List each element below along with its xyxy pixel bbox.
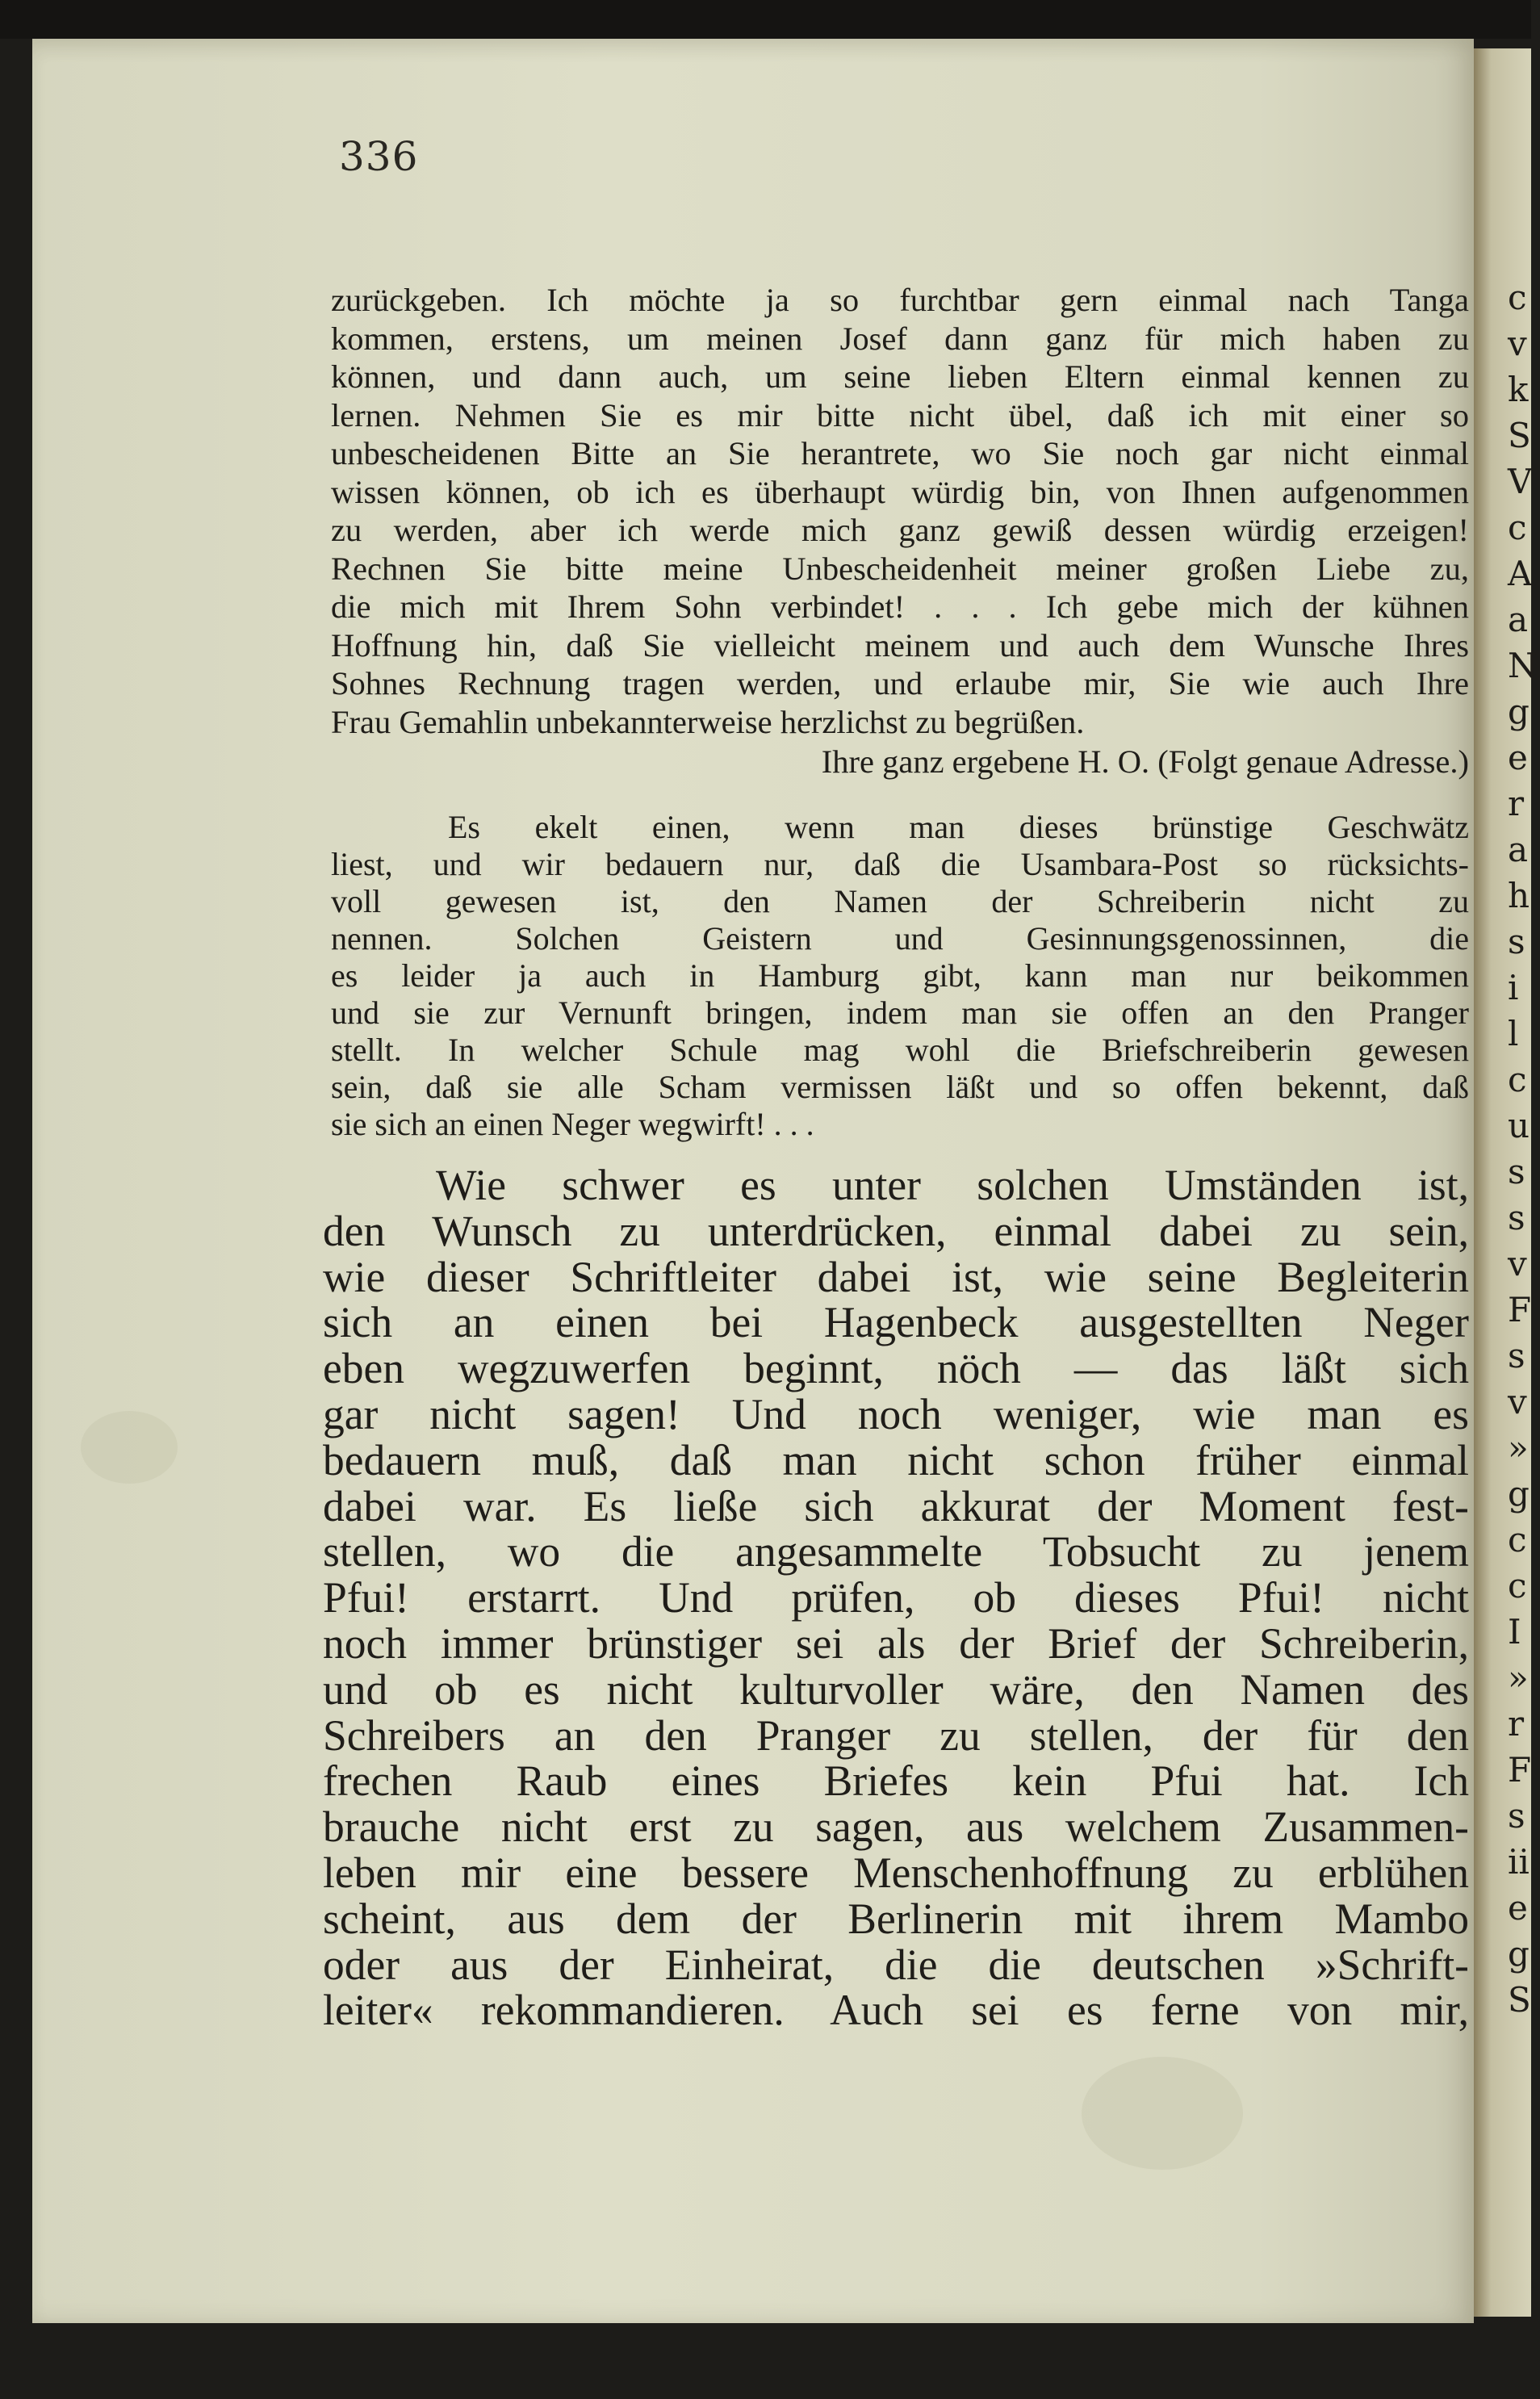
facing-page-letter: I	[1508, 1612, 1521, 1652]
main-text-line: leiter« rekommandieren. Auch sei es ferne von mir,	[323, 1986, 1469, 2035]
facing-page-letter: c	[1508, 1566, 1527, 1606]
facing-page-letter: c	[1508, 1060, 1527, 1099]
facing-page-letter: s	[1508, 1152, 1525, 1191]
facing-page-letter: c	[1508, 278, 1527, 317]
commentary-line: nennen. Solchen Geistern und Gesinnungsgenossinnen, die	[331, 920, 1469, 957]
facing-page-letter: s	[1508, 1336, 1525, 1375]
quote-line: Rechnen Sie bitte meine Unbescheidenheit meiner großen Liebe zu,	[331, 550, 1469, 587]
main-text-line: brauche nicht erst zu sagen, aus welchem Zusammen-	[323, 1802, 1469, 1852]
quote-line: die mich mit Ihrem Sohn verbindet! . . . Ich gebe mich der kühnen	[331, 588, 1469, 625]
commentary-line: es leider ja auch in Hamburg gibt, kann man nur beikommen	[331, 957, 1469, 994]
commentary-line: voll gewesen ist, den Namen der Schreiberin nicht zu	[331, 883, 1469, 919]
facing-page-letter: a	[1508, 830, 1529, 869]
facing-page-letter: g	[1508, 1934, 1530, 1974]
facing-page-letter: F	[1508, 1750, 1532, 1790]
facing-page-letter: l	[1508, 1014, 1519, 1053]
facing-page-letter: V	[1508, 462, 1533, 501]
commentary-line: liest, und wir bedauern nur, daß die Usambara-Post so rücksichts-	[331, 846, 1469, 882]
facing-page-letter: e	[1508, 738, 1528, 777]
quote-line: Hoffnung hin, daß Sie vielleicht meinem und auch dem Wunsche Ihres	[331, 626, 1469, 664]
main-text-line: scheint, aus dem der Berlinerin mit ihrem Mambo	[323, 1894, 1469, 1943]
facing-page-letter: S	[1508, 1980, 1531, 2020]
facing-page-letter: i	[1508, 968, 1519, 1007]
main-text-line: sich an einen bei Hagenbeck ausgestellten Neger	[323, 1298, 1469, 1347]
commentary-line: stellt. In welcher Schule mag wohl die Briefschreiberin gewesen	[331, 1032, 1469, 1068]
commentary-line: und sie zur Vernunft bringen, indem man sie offen an den Pranger	[331, 994, 1469, 1031]
commentary-line: sein, daß sie alle Scham vermissen läßt und so offen bekennt, daß	[331, 1069, 1469, 1105]
facing-page-letter: r	[1508, 1704, 1525, 1744]
facing-page-letter: v	[1508, 1382, 1527, 1421]
facing-page-letter: k	[1508, 370, 1529, 409]
quote-line: wissen können, ob ich es überhaupt würdig bin, von Ihnen aufgenommen	[331, 473, 1469, 510]
quote-line: zu werden, aber ich werde mich ganz gewiß dessen würdig erzeigen!	[331, 512, 1469, 548]
main-text-line: leben mir eine bessere Menschenhoffnung zu erblühen	[323, 1848, 1469, 1897]
letter-signature: Ihre ganz ergebene H. O. (Folgt genaue Adresse.)	[821, 743, 1469, 780]
quote-line: zurückgeben. Ich möchte ja so furchtbar gern einmal nach Tanga	[331, 282, 1469, 318]
quote-line: Frau Gemahlin unbekannterweise herzlichst zu begrüßen.	[331, 703, 1085, 740]
main-text-line: stellen, wo die angesammelte Tobsucht zu jenem	[323, 1527, 1469, 1576]
facing-page-letter: a	[1508, 600, 1529, 639]
quote-line: lernen. Nehmen Sie es mir bitte nicht übel, daß ich mit einer so	[331, 396, 1469, 433]
facing-page-letter: »	[1508, 1658, 1529, 1698]
facing-page-letter: c	[1508, 1520, 1527, 1560]
facing-page-letter: r	[1508, 784, 1525, 823]
facing-page-letter: g	[1508, 692, 1530, 731]
scan-background-top	[0, 0, 1531, 39]
facing-page-letter: v	[1508, 324, 1527, 363]
main-text-line: frechen Raub eines Briefes kein Pfui hat. Ich	[323, 1756, 1469, 1806]
main-text	[323, 1162, 1469, 2033]
facing-page-letter: s	[1508, 1796, 1525, 1836]
facing-page-letter: e	[1508, 1888, 1528, 1928]
paper-stain	[81, 1411, 178, 1484]
main-text-line: bedauern muß, daß man nicht schon früher einmal	[323, 1435, 1469, 1484]
facing-page-letter: s	[1508, 1198, 1525, 1237]
facing-page-letter: F	[1508, 1290, 1532, 1329]
facing-page-letter: h	[1508, 876, 1530, 915]
main-text-line: noch immer brünstiger sei als der Brief der Schreiberin,	[323, 1618, 1469, 1668]
main-text-line: Wie schwer es unter solchen Umständen ist,	[436, 1161, 1469, 1209]
main-text-line: oder aus der Einheirat, die die deutschen »Schrift-	[323, 1940, 1469, 1989]
facing-page-letter: N	[1508, 646, 1538, 685]
main-text-line: dabei war. Es ließe sich akkurat der Moment fest-	[323, 1481, 1469, 1530]
facing-page-letter: s	[1508, 922, 1525, 961]
quote-line: Sohnes Rechnung tragen werden, und erlaube mir, Sie wie auch Ihre	[331, 665, 1469, 701]
facing-page-letter: u	[1508, 1106, 1530, 1145]
main-text-line: gar nicht sagen! Und noch weniger, wie man es	[323, 1389, 1469, 1438]
facing-page-letter: ii	[1508, 1842, 1530, 1882]
facing-page-letter: »	[1508, 1428, 1529, 1467]
facing-page-letter: v	[1508, 1244, 1527, 1283]
facing-page-letter: S	[1508, 416, 1531, 455]
quoted-letter	[331, 281, 1469, 741]
facing-page-letter: g	[1508, 1474, 1530, 1514]
quote-line: kommen, erstens, um meinen Josef dann ganz für mich haben zu	[331, 320, 1469, 357]
main-text-line: wie dieser Schriftleiter dabei ist, wie seine Begleiterin	[323, 1252, 1469, 1301]
facing-page-letter: A	[1508, 554, 1533, 593]
quote-line: können, und dann auch, um seine lieben Eltern einmal kennen zu	[331, 358, 1469, 395]
paper-stain	[1082, 2057, 1243, 2170]
page-number: 336	[339, 133, 419, 180]
main-text-line: und ob es nicht kulturvoller wäre, den Namen des	[323, 1664, 1469, 1714]
main-text-line: Pfui! erstarrt. Und prüfen, ob dieses Pfui! nicht	[323, 1573, 1469, 1622]
facing-page-letter: c	[1508, 508, 1527, 547]
main-text-line: eben wegzuwerfen beginnt, nöch — das läßt sich	[323, 1344, 1469, 1393]
quote-line: unbescheidenen Bitte an Sie herantrete, wo Sie noch gar nicht einmal	[331, 435, 1469, 471]
commentary-line: Es ekelt einen, wenn man dieses brünstige Geschwätz	[448, 809, 1469, 845]
commentary-line: sie sich an einen Neger wegwirft! . . .	[331, 1106, 814, 1142]
newspaper-commentary	[331, 809, 1469, 1143]
main-text-line: Schreibers an den Pranger zu stellen, der für den	[323, 1710, 1469, 1760]
main-text-line: den Wunsch zu unterdrücken, einmal dabei zu sein,	[323, 1206, 1469, 1255]
facing-page-text-fragments	[1508, 274, 1540, 2023]
